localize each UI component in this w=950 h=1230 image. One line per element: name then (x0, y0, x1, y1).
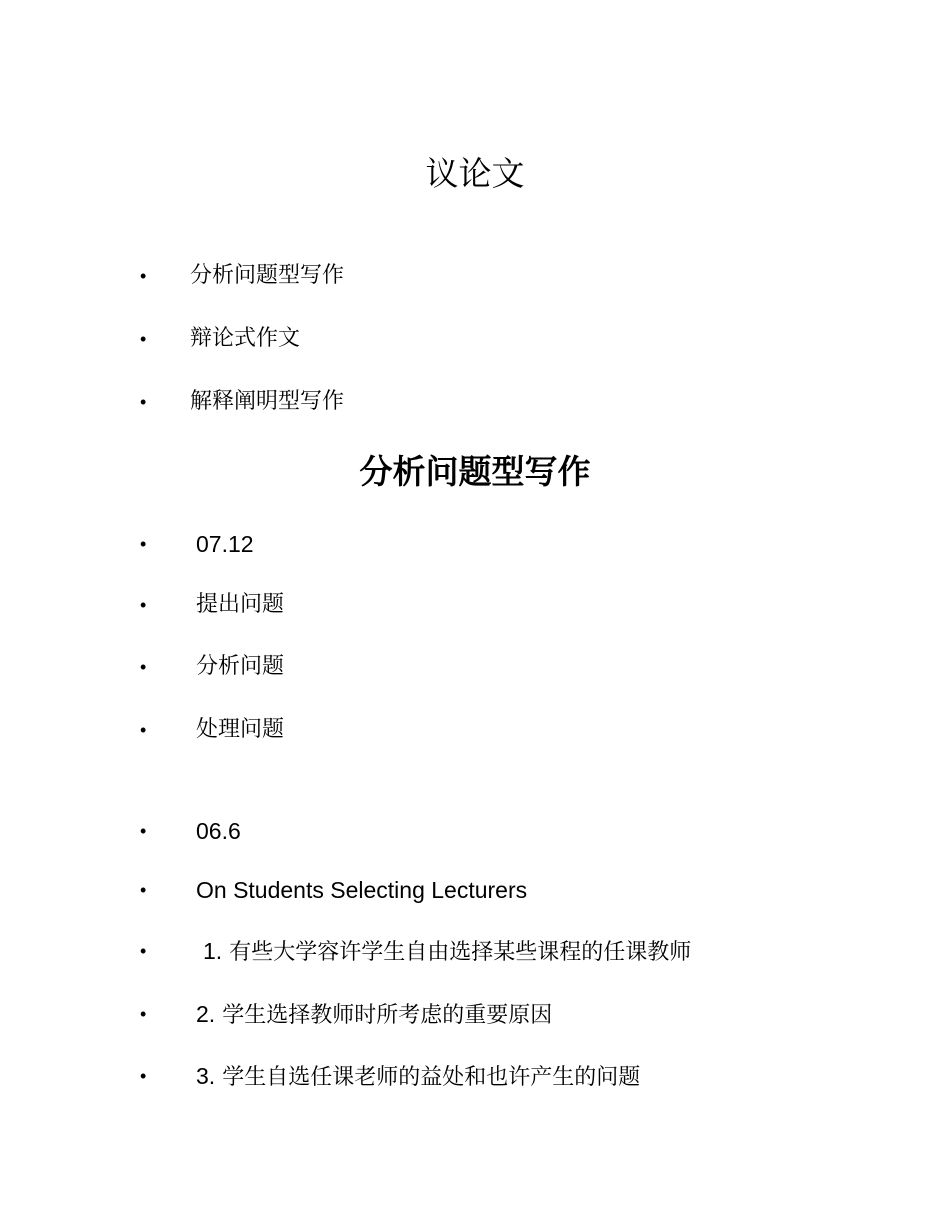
outline-point (196, 998, 552, 1032)
step-analyze-problem: 分析问题 (196, 654, 285, 679)
bullet: • (140, 821, 147, 841)
bullet: • (140, 941, 147, 961)
page-title: 议论文 (425, 154, 525, 193)
list-item (0, 528, 950, 560)
point-number: 2. (196, 1001, 216, 1027)
bullet: • (140, 595, 147, 615)
list-item (0, 874, 950, 906)
essay-title: On Students Selecting Lecturers (196, 877, 528, 903)
bullet: • (140, 1004, 147, 1024)
point-text: 学生选择教师时所考虑的重要原因 (222, 1003, 553, 1028)
list-item (0, 260, 950, 292)
point-text: 有些大学容许学生自由选择某些课程的任课教师 (229, 940, 692, 965)
list-item (0, 714, 950, 746)
list-item (0, 651, 950, 683)
point-text: 学生自选任课老师的益处和也许产生的问题 (222, 1065, 641, 1090)
list-item (0, 815, 950, 847)
section-heading: 分析问题型写作 (359, 452, 591, 491)
bullet: • (140, 880, 147, 900)
point-number: 1. (203, 938, 223, 964)
bullet: • (140, 534, 147, 554)
topic-analysis: 分析问题型写作 (190, 263, 345, 288)
step-solve-problem: 处理问题 (196, 717, 285, 742)
exam-date-0712: 07.12 (196, 531, 254, 557)
topic-explanation: 解释阐明型写作 (190, 389, 345, 414)
point-number: 3. (196, 1063, 216, 1089)
list-item (0, 998, 950, 1030)
bullet: • (140, 266, 147, 286)
list-item (0, 323, 950, 355)
outline-point (203, 935, 691, 969)
step-raise-problem: 提出问题 (196, 592, 285, 617)
list-item (0, 386, 950, 418)
topic-debate: 辩论式作文 (190, 326, 301, 351)
bullet: • (140, 720, 147, 740)
bullet: • (140, 657, 147, 677)
bullet: • (140, 1066, 147, 1086)
list-item (0, 935, 950, 967)
list-item (0, 1060, 950, 1092)
bullet: • (140, 329, 147, 349)
exam-date-066: 06.6 (196, 818, 241, 844)
list-item (0, 589, 950, 621)
outline-point (196, 1060, 640, 1094)
bullet: • (140, 392, 147, 412)
